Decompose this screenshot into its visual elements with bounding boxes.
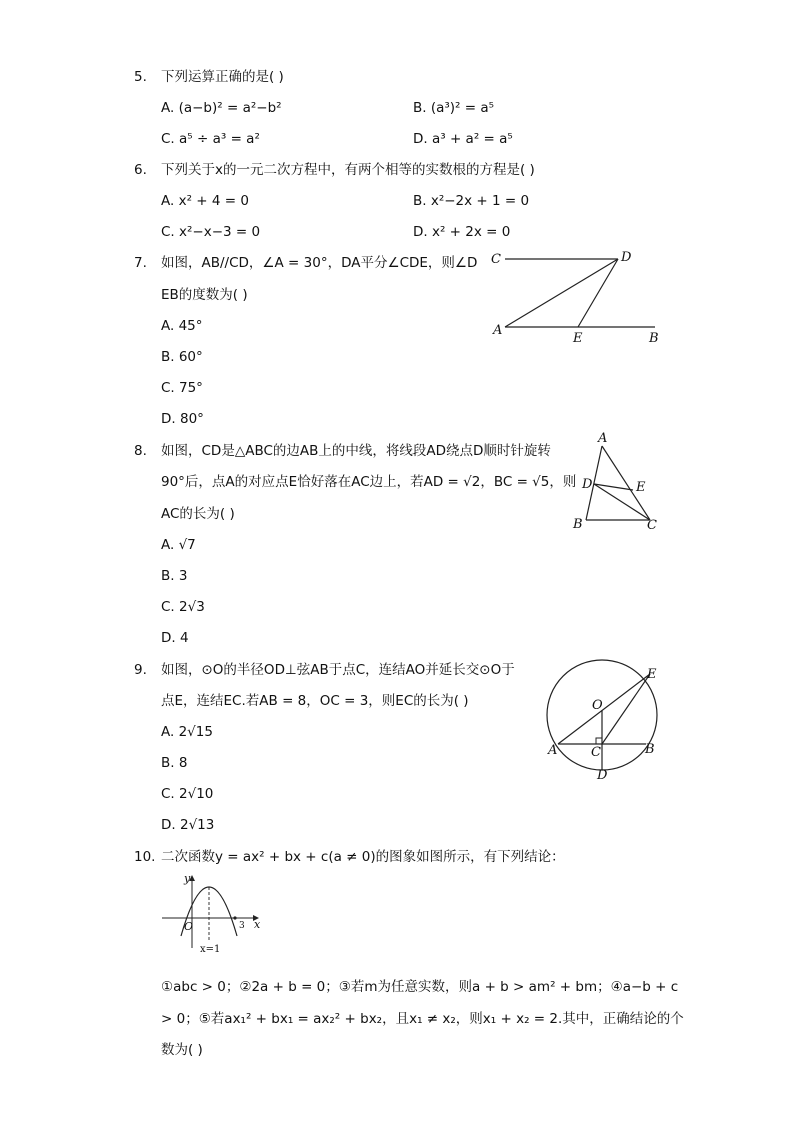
q9-option-d: D. 2√13 xyxy=(161,817,215,833)
q9-label-e: E xyxy=(647,667,657,682)
q7-label-e: E xyxy=(573,331,583,346)
q7-option-b: B. 60° xyxy=(161,349,203,365)
q8-option-a: A. √7 xyxy=(161,537,196,553)
q10-axis-of-symmetry-label: x=1 xyxy=(200,944,221,955)
q8-stem-line3: AC的长为( ) xyxy=(161,506,235,522)
q10-label-3: 3 xyxy=(239,921,245,931)
q6-number: 6. xyxy=(134,162,147,178)
q8-label-e: E xyxy=(636,480,646,495)
q8-stem-line1: 如图，CD是△ABC的边AB上的中线，将线段AD绕点D顺时针旋转 xyxy=(161,443,551,459)
q7-label-c: C xyxy=(491,252,501,267)
q5-option-b: B. (a³)² = a⁵ xyxy=(413,100,495,116)
q10-parabola-figure xyxy=(160,870,268,956)
q8-stem-line2: 90°后，点A的对应点E恰好落在AC边上，若AD = √2，BC = √5，则 xyxy=(161,474,577,490)
q9-stem-line1: 如图，⊙O的半径OD⊥弦AB于点C，连结AO并延长交⊙O于 xyxy=(161,662,515,678)
q9-label-b: B xyxy=(645,742,655,757)
q8-option-c: C. 2√3 xyxy=(161,599,205,615)
q7-label-a: A xyxy=(493,323,503,338)
q7-number: 7. xyxy=(134,255,147,271)
q5-option-d: D. a³ + a² = a⁵ xyxy=(413,131,513,147)
q7-stem-line1: 如图，AB//CD，∠A = 30°，DA平分∠CDE，则∠D xyxy=(161,255,478,271)
q8-number: 8. xyxy=(134,443,147,459)
q5-number: 5. xyxy=(134,69,147,85)
q10-statements-line3: 数为( ) xyxy=(161,1042,203,1058)
q9-label-a: A xyxy=(548,743,558,758)
q9-option-a: A. 2√15 xyxy=(161,724,213,740)
q7-option-c: C. 75° xyxy=(161,380,203,396)
q6-stem: 下列关于x的一元二次方程中，有两个相等的实数根的方程是( ) xyxy=(161,162,535,178)
q8-label-d: D xyxy=(582,477,593,492)
q6-option-a: A. x² + 4 = 0 xyxy=(161,193,249,209)
q7-option-a: A. 45° xyxy=(161,318,203,334)
q9-option-b: B. 8 xyxy=(161,755,188,771)
q7-figure xyxy=(485,245,665,350)
q8-option-b: B. 3 xyxy=(161,568,188,584)
q10-statements-line2: > 0；⑤若ax₁² + bx₁ = ax₂² + bx₂，且x₁ ≠ x₂，则x₁ + x₂ = 2.其中，正确结论的个 xyxy=(161,1011,684,1027)
q8-figure xyxy=(566,432,666,537)
q9-label-o: O xyxy=(592,698,603,713)
q5-stem: 下列运算正确的是( ) xyxy=(161,69,284,85)
q8-label-c: C xyxy=(647,518,657,533)
q10-stem: 二次函数y = ax² + bx + c(a ≠ 0)的图象如图所示，有下列结论： xyxy=(161,849,565,865)
q9-label-c: C xyxy=(591,745,601,760)
q8-option-d: D. 4 xyxy=(161,630,189,646)
q9-option-c: C. 2√10 xyxy=(161,786,214,802)
q9-stem-line2: 点E，连结EC.若AB = 8，OC = 3，则EC的长为( ) xyxy=(161,693,469,709)
q5-option-a: A. (a−b)² = a²−b² xyxy=(161,100,282,116)
q9-number: 9. xyxy=(134,662,147,678)
q7-label-b: B xyxy=(649,331,659,346)
q10-label-x: x xyxy=(254,918,261,931)
q7-stem-line2: EB的度数为( ) xyxy=(161,287,248,303)
q10-label-y: y xyxy=(184,872,191,885)
q10-number: 10. xyxy=(134,849,156,865)
q8-label-a: A xyxy=(598,431,608,446)
q8-label-b: B xyxy=(573,517,583,532)
q9-figure xyxy=(540,652,665,782)
q6-option-d: D. x² + 2x = 0 xyxy=(413,224,511,240)
q9-label-d: D xyxy=(597,768,608,783)
q10-statements-line1: ①abc > 0；②2a + b = 0；③若m为任意实数，则a + b > am² + bm；④a−b + c xyxy=(161,979,679,995)
q7-label-d: D xyxy=(621,250,632,265)
q6-option-c: C. x²−x−3 = 0 xyxy=(161,224,261,240)
q7-option-d: D. 80° xyxy=(161,411,204,427)
q5-option-c: C. a⁵ ÷ a³ = a² xyxy=(161,131,260,147)
q10-label-o: O xyxy=(184,920,194,933)
q6-option-b: B. x²−2x + 1 = 0 xyxy=(413,193,530,209)
